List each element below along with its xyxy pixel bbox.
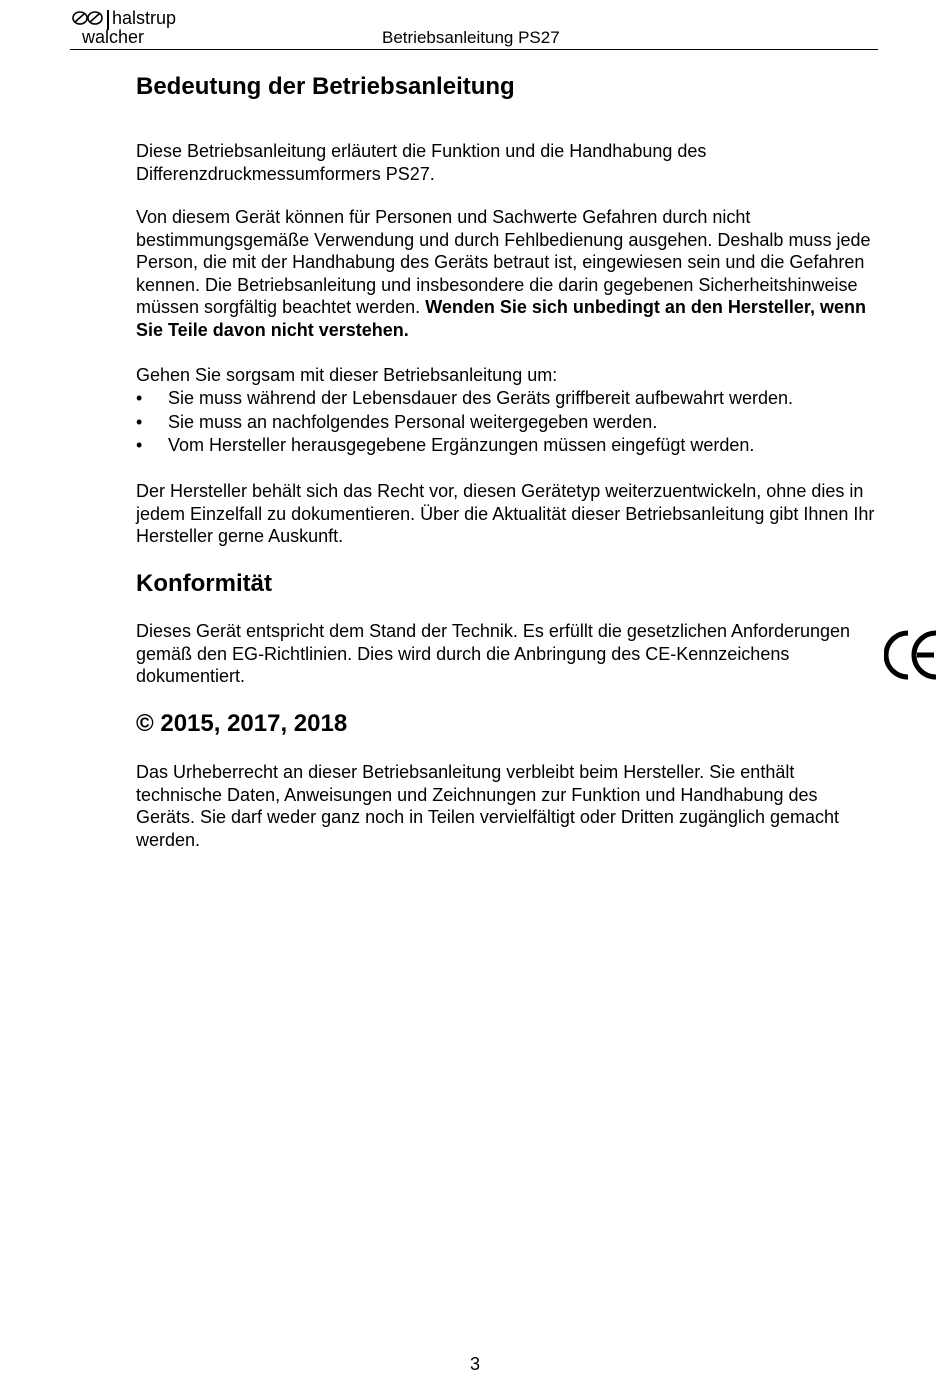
paragraph-meaning-2-text: Von diesem Gerät können für Personen und Sachwerte Gefahren durch nicht bestimmungsgemäße Verwendung und durch Fehlbedienung ausgehen. Deshalb muss jede Person, die mit der Handhabung des Geräts betraut ist, eingewiesen sein und die Gefahren kennen. Die Betriebsanleitung und insbesondere die darin gegebenen Sicherheitshinweise müssen sorgfältig beachtet werden. [136, 207, 871, 318]
paragraph-meaning-3-intro: Gehen Sie sorgsam mit dieser Betriebsanleitung um: [136, 365, 558, 385]
paragraph-meaning-1: Diese Betriebsanleitung erläutert die Funktion und die Handhabung des Differenzdruckmessumformers PS27. [136, 141, 707, 184]
paragraph-meaning-2-emphasis: Wenden Sie sich unbedingt an den Hersteller, wenn Sie Teile davon nicht verstehen. [136, 297, 866, 340]
bullet-icon: • [136, 411, 143, 432]
heading-meaning: Bedeutung der Betriebsanleitung [136, 73, 515, 100]
page-number: 3 [469, 1354, 480, 1374]
logo-text-top: halstrup [112, 8, 177, 28]
ce-mark-icon [884, 629, 940, 681]
list-item [136, 387, 881, 411]
bullet-icon: • [136, 388, 143, 408]
paragraph-meaning-2 [136, 206, 881, 342]
list-item-text: Sie muss während der Lebensdauer des Geräts griffbereit aufbewahrt werden. [168, 388, 794, 408]
bullet-icon: • [136, 435, 143, 456]
bullet-list [136, 387, 881, 458]
header-divider [70, 49, 878, 50]
logo-text-bottom: walcher [82, 27, 145, 47]
list-item [136, 411, 881, 435]
logo-mark-icon [72, 10, 104, 26]
heading-copyright: © 2015, 2017, 2018 [136, 710, 348, 737]
list-item-text: Sie muss an nachfolgendes Personal weitergegeben werden. [168, 411, 658, 432]
heading-conformity: Konformität [136, 570, 272, 597]
company-logo [72, 8, 192, 48]
paragraph-conformity: Dieses Gerät entspricht dem Stand der Technik. Es erfüllt die gesetzlichen Anforderungen gemäß den EG-Richtlinien. Dies wird durch die Anbringung des CE-Kennzeichens dokumentiert. [136, 621, 851, 687]
paragraph-meaning-4: Der Hersteller behält sich das Recht vor, diesen Gerätetyp weiterzuentwickeln, ohne dies in jedem Einzelfall zu dokumentieren. Über die Aktualität dieser Betriebsanleitung gibt Ihnen Ihr Hersteller gerne Auskunft. [136, 481, 875, 547]
list-item-text: Vom Hersteller herausgegebene Ergänzungen müssen eingefügt werden. [168, 435, 755, 456]
paragraph-copyright: Das Urheberrecht an dieser Betriebsanleitung verbleibt beim Hersteller. Sie enthält technische Daten, Anweisungen und Zeichnungen zur Funktion und Handhabung des Geräts. Sie darf weder ganz noch in Teilen vervielfältigt oder Dritten zugänglich gemacht werden. [136, 762, 840, 850]
list-item [136, 434, 881, 458]
header-document-title: Betriebsanleitung PS27 [382, 28, 560, 47]
